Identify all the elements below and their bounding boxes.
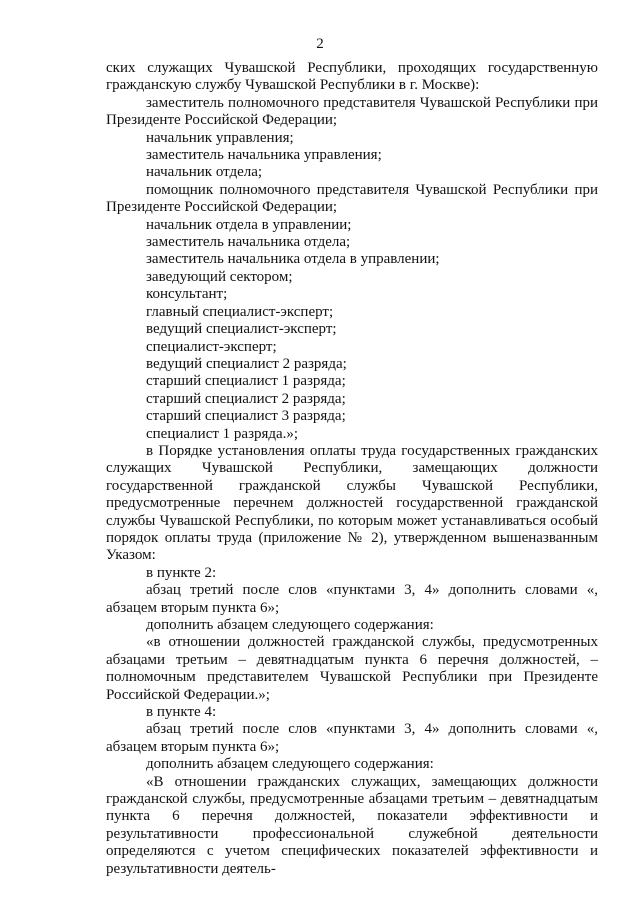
- page-number: 2: [316, 36, 324, 52]
- paragraph: «в отношении должностей гражданской службы, предусмотренных абзацами третьим – девятнадцатым пункта 6 перечня должностей, – полномочным представителем Чувашской Республики при Президенте Российской Федерации.»;: [106, 634, 598, 703]
- paragraph: специалист-эксперт;: [146, 338, 277, 355]
- paragraph: абзац третий после слов «пунктами 3, 4» дополнить словами «, абзацем вторым пункта 6»;: [106, 721, 598, 755]
- paragraph: специалист 1 разряда.»;: [146, 425, 299, 442]
- paragraph: дополнить абзацем следующего содержания:: [146, 617, 434, 633]
- paragraph: помощник полномочного представителя Чувашской Республики при Президенте Российской Федерации;: [106, 181, 598, 216]
- paragraph: заместитель начальника отдела в управлении;: [146, 251, 440, 268]
- paragraph: «В отношении гражданских служащих, замещающих должности гражданской службы, предусмотренные абзацами третьим – девятнадцатым пункта 6 перечня должностей, показатели эффективности и результативности профессиональной служебной деятельности определяются с учетом специфических показателей эффективности и результативности деятель-: [106, 773, 598, 877]
- paragraph: ских служащих Чувашской Республики, проходящих государственную гражданскую службу Чувашской Республики в г. Москве):: [106, 60, 598, 94]
- paragraph: в пункте 4:: [146, 704, 217, 721]
- paragraph: абзац третий после слов «пунктами 3, 4» дополнить словами «, абзацем вторым пункта 6»;: [106, 582, 598, 616]
- paragraph: заведующий сектором;: [146, 268, 293, 285]
- paragraph: ведущий специалист-эксперт;: [146, 321, 337, 338]
- paragraph: в пункте 2:: [146, 564, 217, 581]
- paragraph: заместитель начальника управления;: [146, 147, 382, 164]
- paragraph: старший специалист 2 разряда;: [146, 390, 346, 407]
- paragraph: начальник отдела в управлении;: [146, 216, 352, 233]
- paragraph: в Порядке установления оплаты труда государственных гражданских служащих Чувашской Республики, замещающих должности государственной гражданской службы Чувашской Республики, предусмотренные перечнем должностей государственной гражданской службы Чувашской Республики, по которым может устанавливаться особый порядок оплаты труда (приложение № 2), утвержденном вышеназванным Указом:: [106, 442, 598, 564]
- document-body: [106, 60, 598, 878]
- paragraph: начальник отдела;: [146, 164, 263, 181]
- paragraph: начальник управления;: [146, 129, 294, 146]
- paragraph: старший специалист 1 разряда;: [146, 373, 346, 390]
- paragraph: ведущий специалист 2 разряда;: [146, 355, 347, 372]
- paragraph: главный специалист-эксперт;: [146, 303, 334, 320]
- paragraph: заместитель начальника отдела;: [146, 234, 351, 251]
- paragraph: дополнить абзацем следующего содержания:: [146, 756, 434, 773]
- paragraph: заместитель полномочного представителя Чувашской Республики при Президенте Российской Федерации;: [106, 94, 598, 129]
- paragraph: консультант;: [146, 286, 228, 303]
- paragraph: старший специалист 3 разряда;: [146, 408, 346, 425]
